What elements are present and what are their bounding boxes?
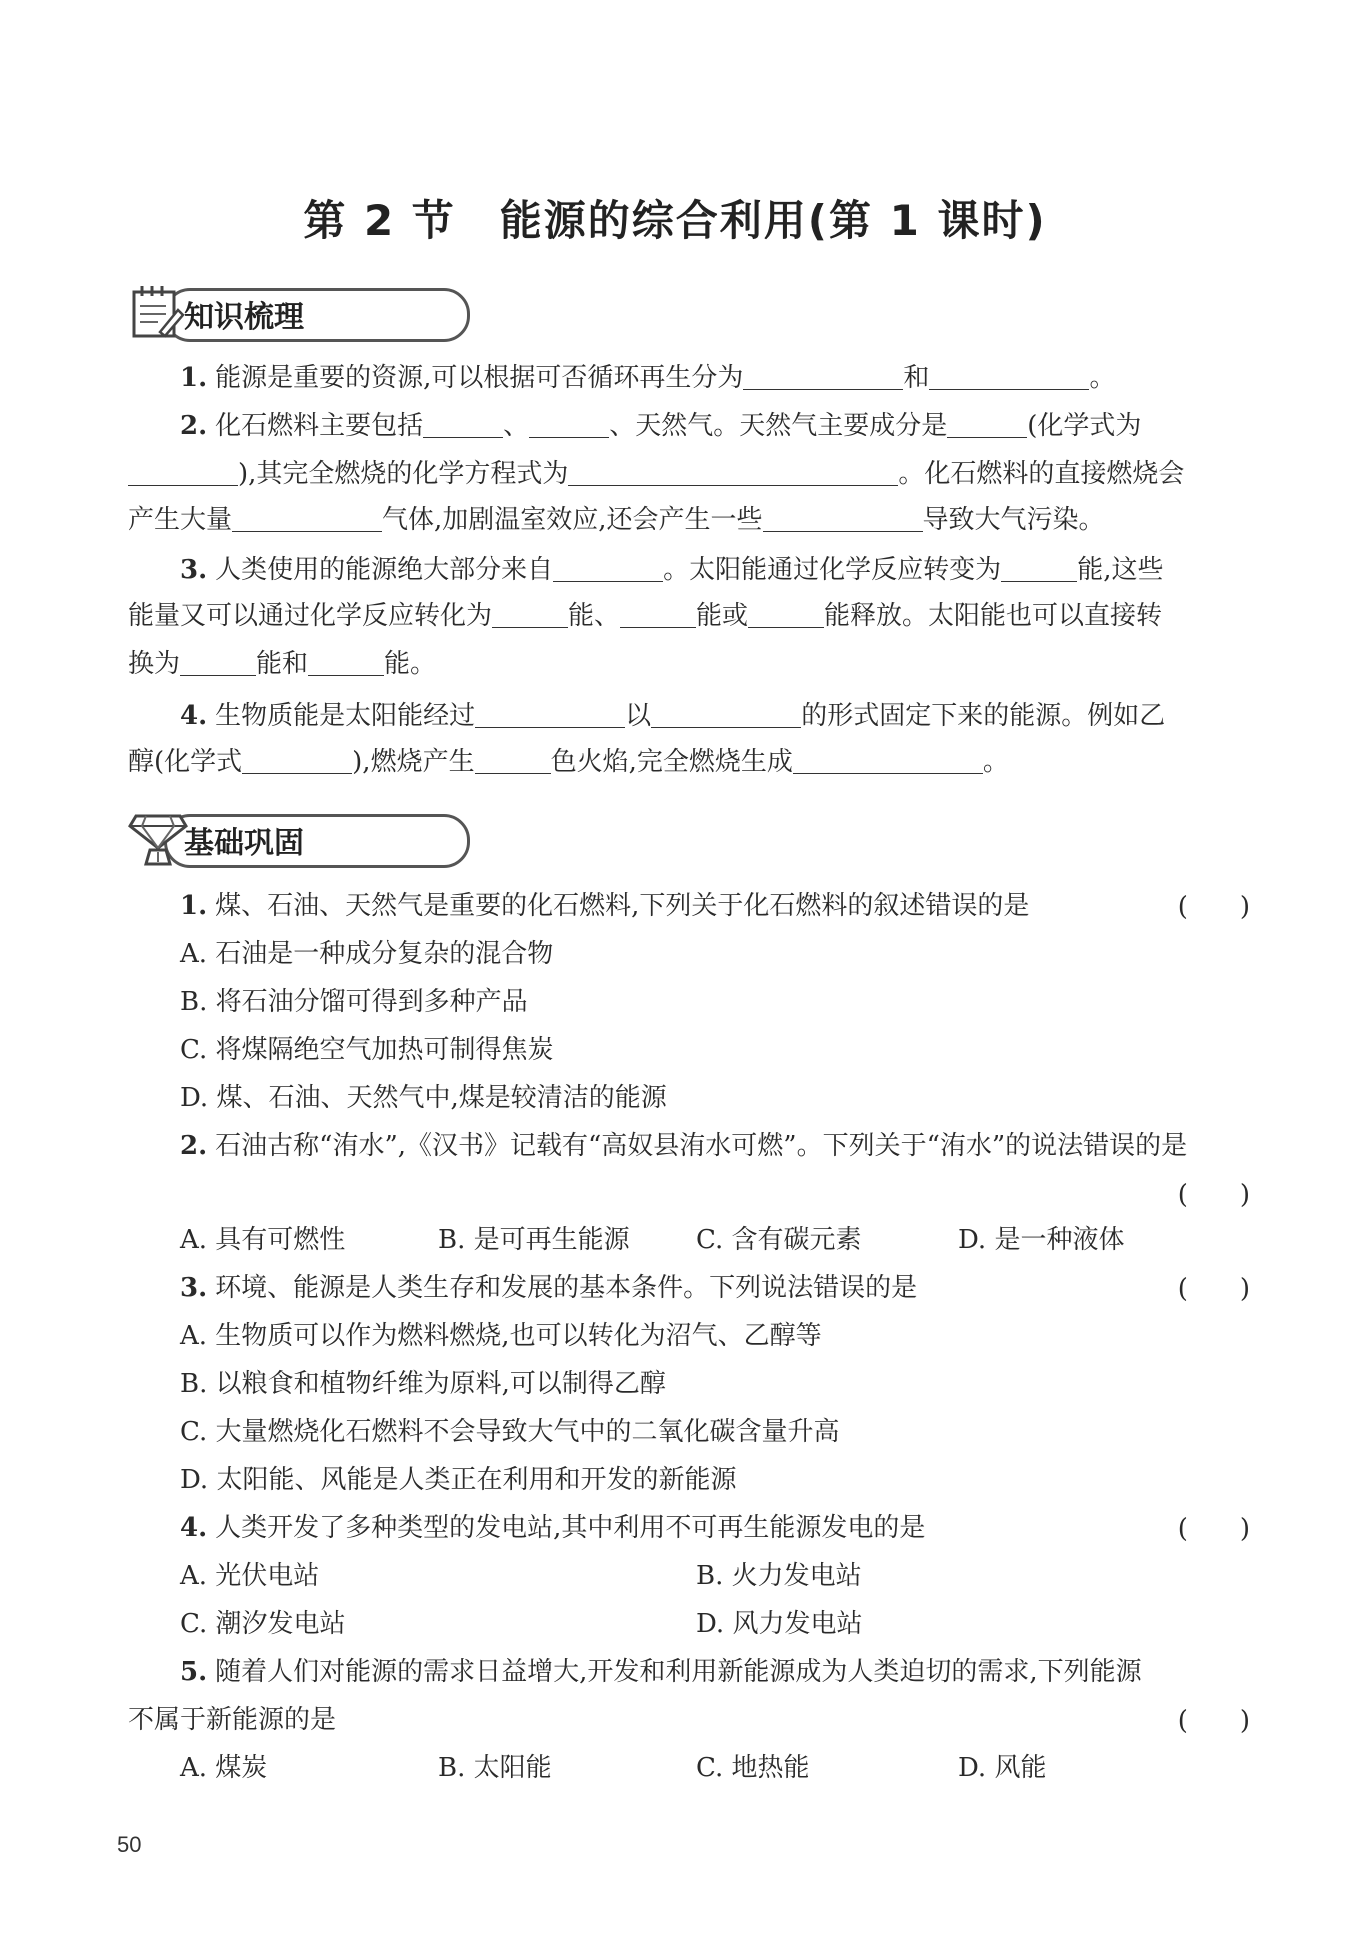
q3-option-c: C. 大量燃烧化石燃料不会导致大气中的二氧化碳含量升高 <box>180 1417 840 1447</box>
question-3: 3. 环境、能源是人类生存和发展的基本条件。下列说法错误的是 <box>180 1273 918 1303</box>
knowledge-item-4: 4. 生物质能是太阳能经过 以 的形式固定下来的能源。例如乙 <box>180 701 1166 731</box>
q4-option-c: C. 潮汐发电站 <box>180 1609 346 1639</box>
answer-blank[interactable] <box>793 747 983 774</box>
knowledge-item-3: 3. 人类使用的能源绝大部分来自 。太阳能通过化学反应转变为 能,这些 <box>180 555 1164 585</box>
q2-option-a: A. 具有可燃性 <box>180 1225 346 1255</box>
knowledge-item-4-line-2: 醇(化学式 ),燃烧产生 色火焰,完全燃烧生成 。 <box>128 747 1009 777</box>
answer-blank[interactable] <box>529 411 609 438</box>
answer-blank[interactable] <box>929 363 1089 390</box>
answer-blank[interactable] <box>763 505 923 532</box>
q5-option-b: B. 太阳能 <box>438 1753 552 1783</box>
section-title-basics: 基础巩固 <box>184 826 304 861</box>
page-number: 50 <box>117 1832 142 1857</box>
answer-blank[interactable] <box>492 601 568 628</box>
answer-bracket[interactable]: ( ) <box>1177 1274 1250 1304</box>
answer-blank[interactable] <box>128 459 238 486</box>
answer-blank[interactable] <box>1001 555 1077 582</box>
knowledge-item-2-line-2: ),其完全燃烧的化学方程式为 。化石燃料的直接燃烧会 <box>128 454 1248 494</box>
question-5: 5. 随着人们对能源的需求日益增大,开发和利用新能源成为人类迫切的需求,下列能源 <box>180 1657 1142 1687</box>
section-number: 第 2 节 <box>303 196 456 245</box>
q4-option-d: D. 风力发电站 <box>696 1609 863 1639</box>
answer-blank[interactable] <box>475 747 551 774</box>
question-2: 2. 石油古称“洧水”,《汉书》记载有“高奴县洧水可燃”。下列关于“洧水”的说法错误的是 <box>180 1131 1188 1161</box>
answer-blank[interactable] <box>748 601 824 628</box>
answer-blank[interactable] <box>232 505 382 532</box>
q1-option-c: C. 将煤隔绝空气加热可制得焦炭 <box>180 1035 554 1065</box>
q3-option-a: A. 生物质可以作为燃料燃烧,也可以转化为沼气、乙醇等 <box>180 1321 822 1351</box>
notebook-icon <box>128 282 188 342</box>
answer-blank[interactable] <box>651 701 801 728</box>
knowledge-item-1: 1. 能源是重要的资源,可以根据可否循环再生分为 和 。 <box>180 363 1116 393</box>
q5-option-d: D. 风能 <box>958 1753 1047 1783</box>
q4-option-b: B. 火力发电站 <box>696 1561 862 1591</box>
diamond-trophy-icon <box>128 808 188 868</box>
answer-blank[interactable] <box>947 411 1027 438</box>
question-4: 4. 人类开发了多种类型的发电站,其中利用不可再生能源发电的是 <box>180 1513 926 1543</box>
answer-blank[interactable] <box>553 555 663 582</box>
knowledge-item-2: 2. 化石燃料主要包括 、 、天然气。天然气主要成分是 (化学式为 <box>180 411 1142 441</box>
answer-bracket[interactable]: ( ) <box>1177 1706 1250 1736</box>
q5-option-a: A. 煤炭 <box>180 1753 268 1783</box>
answer-blank[interactable] <box>308 649 384 676</box>
answer-blank[interactable] <box>423 411 503 438</box>
lesson-name: 能源的综合利用(第 1 课时) <box>499 196 1047 245</box>
answer-bracket[interactable]: ( ) <box>1177 1514 1250 1544</box>
q1-option-a: A. 石油是一种成分复杂的混合物 <box>180 939 554 969</box>
q4-option-a: A. 光伏电站 <box>180 1561 320 1591</box>
q2-option-d: D. 是一种液体 <box>958 1225 1125 1255</box>
answer-blank[interactable] <box>568 459 898 486</box>
answer-blank[interactable] <box>475 701 625 728</box>
answer-blank[interactable] <box>242 747 352 774</box>
answer-bracket[interactable]: ( ) <box>1177 1180 1250 1210</box>
answer-blank[interactable] <box>743 363 903 390</box>
knowledge-item-2-line-3: 产生大量 气体,加剧温室效应,还会产生一些 导致大气污染。 <box>128 505 1105 535</box>
page-title <box>0 188 1350 248</box>
section-title-knowledge: 知识梳理 <box>184 300 304 335</box>
q1-option-b: B. 将石油分馏可得到多种产品 <box>180 987 528 1017</box>
q3-option-b: B. 以粮食和植物纤维为原料,可以制得乙醇 <box>180 1369 666 1399</box>
q2-option-c: C. 含有碳元素 <box>696 1225 862 1255</box>
q5-option-c: C. 地热能 <box>696 1753 810 1783</box>
q3-option-d: D. 太阳能、风能是人类正在利用和开发的新能源 <box>180 1465 737 1495</box>
knowledge-item-3-line-3: 换为 能和 能。 <box>128 649 437 679</box>
q1-option-d: D. 煤、石油、天然气中,煤是较清洁的能源 <box>180 1083 667 1113</box>
q2-option-b: B. 是可再生能源 <box>438 1225 630 1255</box>
question-5-line-2: 不属于新能源的是 <box>128 1705 337 1735</box>
question-1: 1. 煤、石油、天然气是重要的化石燃料,下列关于化石燃料的叙述错误的是 <box>180 891 1030 921</box>
answer-blank[interactable] <box>620 601 696 628</box>
answer-bracket[interactable]: ( ) <box>1177 892 1250 922</box>
answer-blank[interactable] <box>180 649 256 676</box>
knowledge-item-3-line-2: 能量又可以通过化学反应转化为 能、 能或 能释放。太阳能也可以直接转 <box>128 601 1163 631</box>
